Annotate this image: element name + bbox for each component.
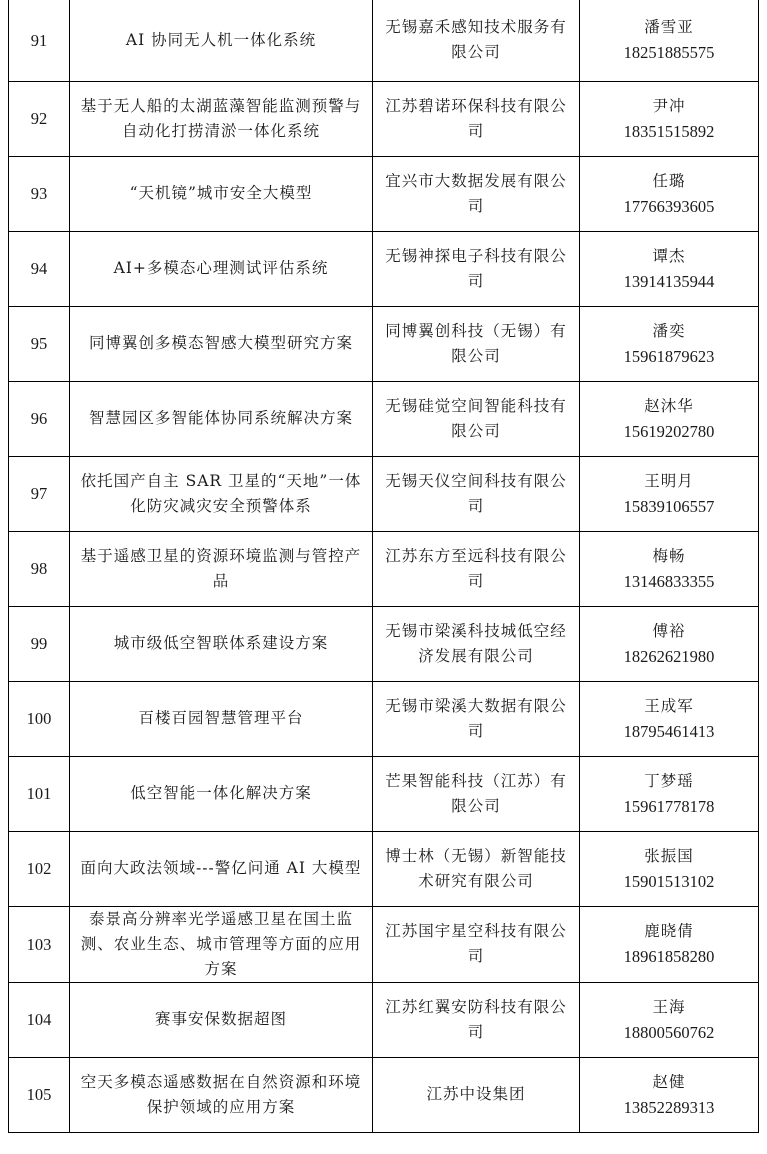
company-name: 宜兴市大数据发展有限公司	[373, 156, 580, 231]
contact-cell	[580, 982, 759, 1057]
table-row	[9, 0, 759, 81]
row-number: 93	[9, 156, 70, 231]
contact-person: 张振国	[644, 846, 694, 865]
table-row	[9, 381, 759, 456]
row-number: 99	[9, 606, 70, 681]
contact-person: 潘奕	[652, 321, 686, 340]
table-row	[9, 906, 759, 982]
contact-person: 赵沐华	[644, 396, 694, 415]
contact-phone: 15619202780	[623, 421, 715, 441]
contact-cell	[580, 531, 759, 606]
contact-person: 赵健	[652, 1072, 686, 1091]
table-row	[9, 156, 759, 231]
contact-phone: 18262621980	[623, 646, 715, 666]
contact-phone: 15901513102	[623, 871, 715, 891]
company-name: 博士林（无锡）新智能技术研究有限公司	[373, 831, 580, 906]
contact-phone: 18795461413	[623, 721, 715, 741]
row-number: 95	[9, 306, 70, 381]
contact-phone: 15961879623	[623, 346, 715, 366]
project-name: 基于无人船的太湖蓝藻智能监测预警与自动化打捞清淤一体化系统	[70, 81, 373, 156]
contact-phone: 17766393605	[623, 196, 715, 216]
company-name: 江苏红翼安防科技有限公司	[373, 982, 580, 1057]
contact-cell	[580, 1057, 759, 1132]
project-name: 智慧园区多智能体协同系统解决方案	[70, 381, 373, 456]
contact-person: 傅裕	[652, 621, 686, 640]
company-name: 无锡神探电子科技有限公司	[373, 231, 580, 306]
contact-cell	[580, 156, 759, 231]
company-name: 无锡市梁溪大数据有限公司	[373, 681, 580, 756]
project-list-table	[8, 0, 759, 1133]
row-number: 103	[9, 906, 70, 982]
row-number: 101	[9, 756, 70, 831]
contact-person: 鹿晓倩	[644, 922, 694, 940]
contact-cell	[580, 606, 759, 681]
table-row	[9, 756, 759, 831]
row-number: 102	[9, 831, 70, 906]
row-number: 100	[9, 681, 70, 756]
contact-cell	[580, 306, 759, 381]
project-name: AI 协同无人机一体化系统	[70, 0, 373, 81]
company-name: 江苏东方至远科技有限公司	[373, 531, 580, 606]
contact-cell	[580, 756, 759, 831]
table-row	[9, 531, 759, 606]
company-name: 江苏碧诺环保科技有限公司	[373, 81, 580, 156]
contact-cell	[580, 681, 759, 756]
contact-person: 谭杰	[652, 246, 686, 265]
table-row	[9, 456, 759, 531]
company-name: 江苏中设集团	[373, 1057, 580, 1132]
company-name: 无锡天仪空间科技有限公司	[373, 456, 580, 531]
contact-phone: 13852289313	[623, 1097, 715, 1117]
contact-cell	[580, 381, 759, 456]
contact-person: 潘雪亚	[644, 18, 694, 37]
project-name: 同博翼创多模态智感大模型研究方案	[70, 306, 373, 381]
project-name: 依托国产自主 SAR 卫星的“天地”一体化防灾减灾安全预警体系	[70, 456, 373, 531]
project-name: 赛事安保数据超图	[70, 982, 373, 1057]
contact-cell	[580, 81, 759, 156]
contact-phone: 18800560762	[623, 1022, 715, 1042]
contact-person: 丁梦瑶	[644, 771, 694, 790]
row-number: 104	[9, 982, 70, 1057]
table-row	[9, 681, 759, 756]
contact-phone: 18961858280	[623, 947, 715, 966]
company-name: 芒果智能科技（江苏）有限公司	[373, 756, 580, 831]
row-number: 96	[9, 381, 70, 456]
project-name: “天机镜”城市安全大模型	[70, 156, 373, 231]
contact-phone: 13146833355	[623, 571, 715, 591]
row-number: 105	[9, 1057, 70, 1132]
contact-cell	[580, 0, 759, 81]
table-row	[9, 831, 759, 906]
company-name: 无锡嘉禾感知技术服务有限公司	[373, 0, 580, 81]
project-name: 空天多模态遥感数据在自然资源和环境保护领域的应用方案	[70, 1057, 373, 1132]
contact-person: 尹冲	[652, 96, 686, 115]
row-number: 98	[9, 531, 70, 606]
contact-cell	[580, 831, 759, 906]
contact-cell	[580, 231, 759, 306]
project-name: 泰景高分辨率光学遥感卫星在国土监测、农业生态、城市管理等方面的应用方案	[70, 906, 373, 982]
table-row	[9, 982, 759, 1057]
table-row	[9, 81, 759, 156]
project-name: AI+多模态心理测试评估系统	[70, 231, 373, 306]
company-name: 无锡硅觉空间智能科技有限公司	[373, 381, 580, 456]
company-name: 同博翼创科技（无锡）有限公司	[373, 306, 580, 381]
table-row	[9, 606, 759, 681]
table-row	[9, 1057, 759, 1132]
row-number: 91	[9, 0, 70, 81]
project-name: 低空智能一体化解决方案	[70, 756, 373, 831]
project-name: 城市级低空智联体系建设方案	[70, 606, 373, 681]
contact-person: 王成军	[644, 696, 694, 715]
company-name: 江苏国宇星空科技有限公司	[373, 906, 580, 982]
contact-person: 梅畅	[652, 546, 686, 565]
project-name: 基于遥感卫星的资源环境监测与管控产品	[70, 531, 373, 606]
contact-phone: 18251885575	[623, 43, 715, 63]
row-number: 92	[9, 81, 70, 156]
contact-phone: 13914135944	[623, 271, 715, 291]
table-row	[9, 306, 759, 381]
contact-cell	[580, 456, 759, 531]
contact-person: 王明月	[644, 471, 694, 490]
project-name: 百楼百园智慧管理平台	[70, 681, 373, 756]
contact-phone: 18351515892	[623, 121, 715, 141]
contact-person: 王海	[652, 997, 686, 1016]
contact-cell	[580, 906, 759, 982]
row-number: 97	[9, 456, 70, 531]
contact-phone: 15839106557	[623, 496, 715, 516]
contact-person: 任璐	[652, 171, 686, 190]
table-body	[9, 0, 759, 1132]
project-list-table-wrapper	[8, 0, 758, 1133]
company-name: 无锡市梁溪科技城低空经济发展有限公司	[373, 606, 580, 681]
table-row	[9, 231, 759, 306]
row-number: 94	[9, 231, 70, 306]
contact-phone: 15961778178	[623, 796, 715, 816]
project-name: 面向大政法领域---警亿问通 AI 大模型	[70, 831, 373, 906]
